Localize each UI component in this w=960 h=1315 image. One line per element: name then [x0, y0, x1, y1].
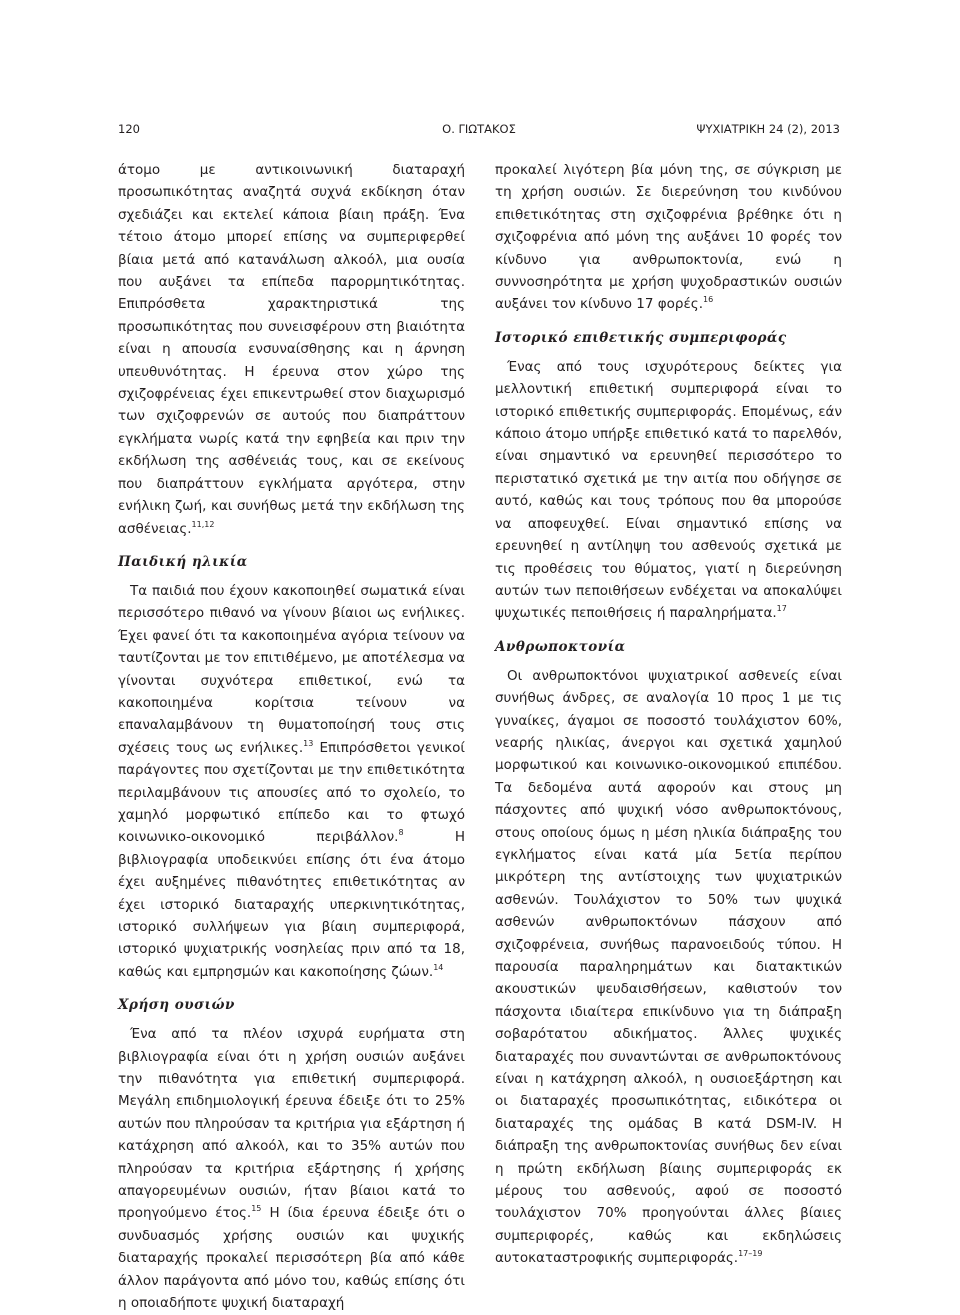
section-heading: Παιδική ηλικία — [118, 553, 248, 570]
paragraph: Ένας από τους ισχυρότερους δείκτες για μελλοντική επιθετική συμπεριφορά είναι το ιστορικό επιθετικής συμπεριφοράς. Επομένως, εάν κάποιο άτομο υπήρξε επιθετικό κατά το παρελθόν, είναι σημαντικό να ερευνηθεί περισσότερο το περιστατικό σχετικά με την αιτία που οδήγησε σε αυτό, καθώς και τους τρόπους που θα μπορούσε να αποφευχθεί. Είναι σημαντικό επίσης να ερευνηθεί η αντίληψη του ασθενούς σχετικά με τις προθέσεις του θύματος, γιατί η διερεύνηση αυτών των πεποιθήσεων ενδέχεται να αποκαλύψει ψυχωτικές πεποιθήσεις ή παραληρήματα.$^{17}$ — [495, 358, 842, 622]
reference: 17–19 — [738, 1249, 763, 1259]
right-column — [495, 159, 842, 1270]
running-author: Ο. ΓΙΩΤΑΚΟΣ — [442, 122, 516, 136]
section-heading: Ανθρωποκτονία — [495, 638, 626, 655]
paragraph: Ένα από τα πλέον ισχυρά ευρήματα στη βιβλιογραφία είναι ότι η χρήση ουσιών αυξάνει την πιθανότητα για επιθετική συμπεριφορά. Μεγάλη επιδημιολογική έρευνα έδειξε ότι το 25% αυτών που πληρούσαν τα κριτήρια για εξάρτηση ή κατάχρηση από αλκοόλ, και το 35% αυτών που πληρούσαν τα κριτήρια εξάρτησης ή χρήσης απαγορευμένων ουσιών, ήταν βίαιοι κατά το προηγούμενο έτος.$^{15}$ Η ίδια έρευνα έδειξε ότι ο συνδυασμός χρήσης ουσιών και ψυχικής διαταραχής προκαλεί περισσότερη βία από κάθε άλλον παράγοντα από μόνο του, καθώς επίσης ότι η οποιαδήποτε ψυχική διαταραχή — [118, 1026, 466, 1312]
reference: 15 — [251, 1204, 262, 1214]
left-column — [118, 159, 465, 1315]
reference: 17 — [776, 604, 787, 614]
section-heading: Ιστορικό επιθετικής συμπεριφοράς — [495, 329, 787, 346]
reference: 14 — [433, 962, 444, 972]
paragraph: άτομο με αντικοινωνική διαταραχή προσωπικότητας αναζητά συχνά εκδίκηση όταν σχεδιάζει και εκτελεί κάποια βίαιη πράξη. Ένα τέτοιο άτομο μπορεί επίσης να συμπεριφερθεί βίαια μετά από κατανάλωση αλκοόλ, μια ουσία που αυξάνει τα επίπεδα παρορμητικότητας. Επιπρόσθετα χαρακτηριστικά της προσωπικότητας που συνεισφέρουν στη βιαιότητα είναι η απουσία ενσυναίσθησης και η άρνηση υπευθυνότητας. Η έρευνα στον χώρο της σχιζοφρένειας έχει επικεντρωθεί στον διαχωρισμό των σχιζοφρενών σε αυτούς που διαπράττουν εγκλήματα νωρίς κατά την εφηβεία και πριν την εκδήλωση της ασθένειάς τους, και σε εκείνους που διαπράττουν εγκλήματα αργότερα, στην ενήλικη ζωή, και συνήθως μετά την εκδήλωση της ασθένειας.$^{11,12}$ — [118, 162, 465, 537]
reference: 8 — [398, 828, 404, 838]
reference: 16 — [703, 295, 714, 305]
reference: 13 — [303, 738, 314, 748]
paragraph: Οι ανθρωποκτόνοι ψυχιατρικοί ασθενείς είναι συνήθως άνδρες, σε αναλογία 10 προς 1 με τις γυναίκες, άγαμοι σε ποσοστό τουλάχιστον 60%, νεαρής ηλικίας, άνεργοι και σχετικά χαμηλού μορφωτικού και κοινωνικο-οικονομικού επιπέδου. Τα δεδομένα αυτά αφορούν και στους μη πάσχοντες από ψυχική νόσο ανθρωποκτόνους, στους οποίους όμως η μέση ηλικία διάπραξης του εγκλήματος είναι κατά μία 5ετία περίπου μικρότερη της αντίστοιχης των ψυχιατρικών ασθενών. Τουλάχιστον το 50% των ψυχικά ασθενών ανθρωποκτόνων πάσχουν από σχιζοφρένεια, συνήθως παρανοειδούς τύπου. Η παρουσία παραληρημάτων και διατακτικών ακουστικών ψευδαισθήσεων, καθιστούν τον πάσχοντα ιδιαίτερα επικίνδυνο για τη διάπραξη σοβαρότατου αδικήματος. Άλλες ψυχικές διαταραχές που συναντώνται σε ανθρωποκτόνους είναι η κατάχρηση αλκοόλ, η ουσιοεξάρτηση και οι διαταραχές προσωπικότητας, ειδικότερα οι διαταραχές της ομάδας Β κατά DSM-IV. Η διάπραξη της ανθρωποκτονίας συνήθως δεν είναι η πρώτη εκδήλωση βίαιης συμπεριφοράς εκ μέρους του ασθενούς, αφού σε ποσοστό τουλάχιστον 70% προηγούνται άλλες βίαιες συμπεριφορές, καθώς και εκδηλώσεις αυτοκαταστροφικής συμπεριφοράς.$^{17-19}$ — [495, 667, 842, 1267]
page-number: 120 — [118, 122, 140, 136]
reference: 11,12 — [191, 519, 215, 529]
paragraph: προκαλεί λιγότερη βία μόνη της, σε σύγκριση με τη χρήση ουσιών. Σε διερεύνηση του κινδύνου επιθετικότητας στη σχιζοφρένια βρέθηκε ότι η σχιζοφρένια από μόνη της αυξάνει 10 φορές τον κίνδυνο για ανθρωποκτονία, ενώ η συννοσηρότητα με χρήση ψυχοδραστικών ουσιών αυξάνει τον κίνδυνο 17 φορές.$^{16}$ — [495, 162, 842, 313]
section-heading: Χρήση ουσιών — [118, 997, 235, 1014]
paragraph: Τα παιδιά που έχουν κακοποιηθεί σωματικά είναι περισσότερο πιθανό να γίνουν βίαιοι ως ενήλικες. Έχει φανεί ότι τα κακοποιημένα αγόρια τείνουν να ταυτίζονται με τον επιτιθέμενο, με αποτέλεσμα να γίνονται συχνότερα επιθετικοί, ενώ τα κακοποιημένα κορίτσια τείνουν να επαναλαμβάνουν τη θυματοποίησή τους στις σχέσεις τους ως ενήλικες.$^{13}$ Επιπρόσθετοι γενικοί παράγοντες που σχετίζονται με την επιθετικότητα περιλαμβάνουν τις απουσίες από το σχολείο, το χαμηλό μορφωτικό επίπεδο και το φτωχό κοινωνικο-οικονομικό περιβάλλον.$^8$ Η βιβλιογραφία υποδεικνύει επίσης ότι ένα άτομο έχει αυξημένες πιθανότητες επιθετικότητας αν έχει ιστορικό διαταραχής υπερκινητικότητας, ιστορικό συλλήψεων για βίαιη συμπεριφορά, ιστορικό ψυχιατρικής νοσηλείας πριν από τα 18, καθώς και εμπρησμών και κακοποίησης ζώων.$^{14}$ — [118, 582, 466, 980]
journal-citation: ΨΥΧΙΑΤΡΙΚΗ 24 (2), 2013 — [696, 122, 840, 136]
